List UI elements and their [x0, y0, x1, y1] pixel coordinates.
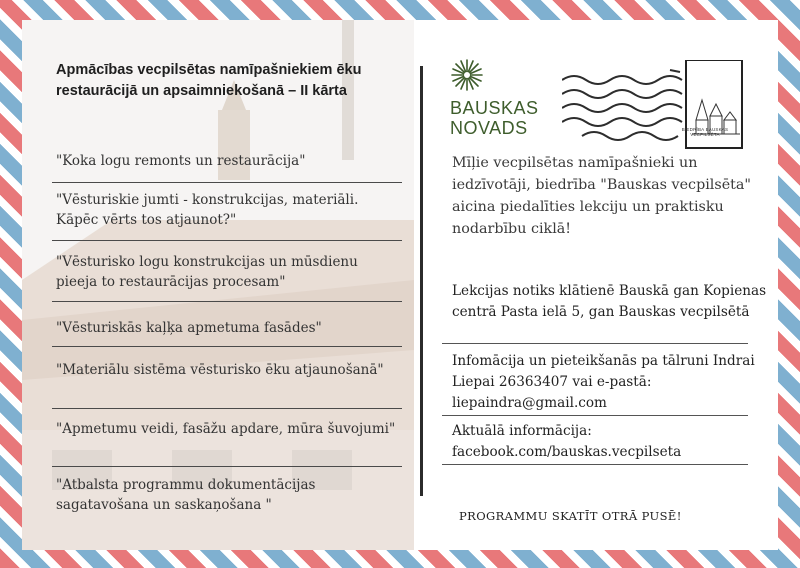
info-divider [442, 343, 748, 344]
vertical-divider [420, 66, 423, 496]
contact-text: Infomācija un pieteikšanās pa tālruni Indrai Liepai 26363407 vai e-pastā: liepaindra@gmail.com [452, 353, 755, 411]
news-text: Aktuālā informācija: facebook.com/bauskas.vecpilseta [452, 423, 682, 460]
lecture-divider [52, 240, 402, 241]
bauskas-novads-logo [450, 98, 570, 138]
lecture-divider [52, 408, 402, 409]
postmark-wavy-lines [562, 60, 744, 152]
info-divider [442, 415, 748, 416]
lecture-item: "Vēsturisko logu konstrukcijas un mūsdienu pieeja to restaurācijas procesam" [56, 254, 358, 290]
lecture-item: "Koka logu remonts un restaurācija" [56, 153, 306, 169]
lecture-item: "Vēsturiskie jumti - konstrukcijas, materiāli. Kāpēc vērts tos atjaunot?" [56, 192, 359, 228]
lecture-item: "Materiālu sistēma vēsturisko ēku atjaunošanā" [56, 362, 384, 378]
lecture-divider [52, 301, 402, 302]
program-heading: Apmācības vecpilsētas namīpašniekiem ēku restaurācijā un apsaimniekošanā – II kārta [56, 62, 362, 99]
venue-text: Lekcijas notiks klātienē Bauskā gan Kopienas centrā Pasta ielā 5, gan Bauskas vecpilsētā [452, 283, 767, 320]
see-other-side-note: PROGRAMMU SKATĪT OTRĀ PUSĒ! [459, 509, 682, 523]
logo-line-1: BAUSKAS [450, 98, 539, 118]
info-divider [442, 464, 748, 465]
logo-line-2: NOVADS [450, 118, 528, 138]
lecture-item: "Apmetumu veidi, fasāžu apdare, mūra šuvojumi" [56, 421, 396, 437]
lecture-divider [52, 346, 402, 347]
lecture-list-panel [22, 20, 414, 550]
lecture-divider [52, 182, 402, 183]
invitation-text: Mīļie vecpilsētas namīpašnieki un iedzīvotāji, biedrība "Bauskas vecpilsēta" aicina piedalīties lekciju un praktisku nodarbību ciklā! [452, 155, 752, 237]
postcard [22, 20, 778, 550]
stamp-caption: BIEDRĪBA BAUSKAS VECPILSĒTA [681, 127, 729, 137]
lecture-divider [52, 466, 402, 467]
snowflake-star-icon [450, 58, 484, 92]
lecture-item: "Vēsturiskās kaļķa apmetuma fasādes" [56, 320, 322, 336]
lecture-item: "Atbalsta programmu dokumentācijas sagatavošana un saskaņošana " [56, 477, 316, 513]
